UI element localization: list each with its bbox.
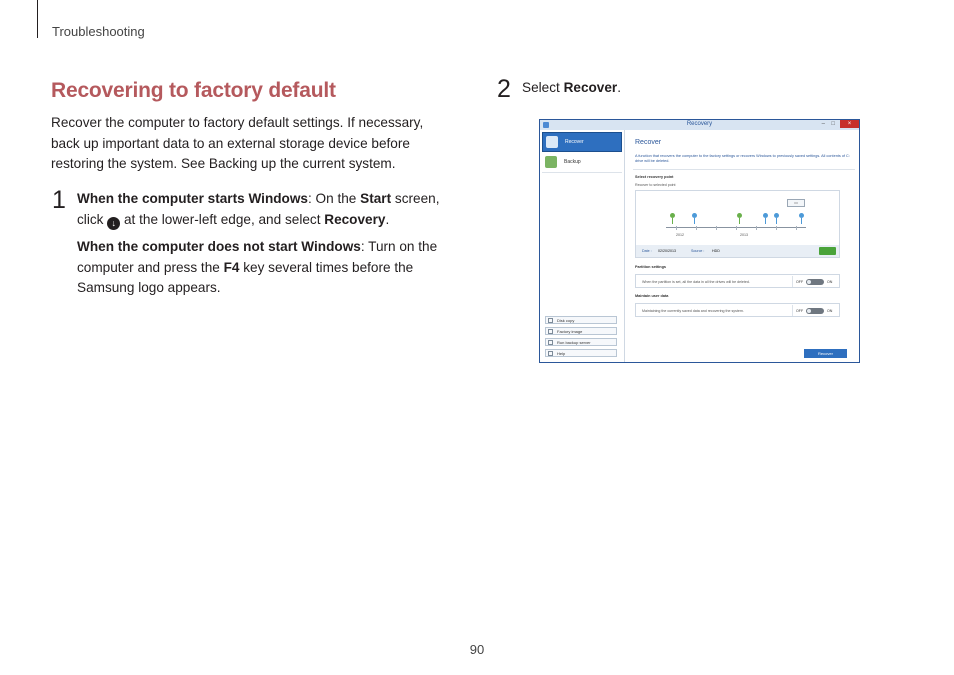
date-value: 02/20/2013 <box>658 249 676 253</box>
disk-copy-icon <box>548 318 553 323</box>
maintain-user-data-text: Maintaining the currently saved data and recovering the system. <box>642 309 744 313</box>
timeline-tick <box>676 226 677 230</box>
restore-point-pin[interactable] <box>692 213 697 218</box>
step-1-number: 1 <box>52 186 66 214</box>
nav-recover-label: Recover <box>565 139 584 145</box>
nav-item-recover[interactable] <box>542 132 622 152</box>
step-1-a-bold: When the computer starts Windows <box>77 191 308 206</box>
recovery-word: Recovery <box>324 211 386 227</box>
restore-point-pin[interactable] <box>670 213 675 218</box>
timeline-tick <box>756 226 757 230</box>
help-label: Help <box>557 351 566 356</box>
partition-settings-row <box>635 274 840 288</box>
intro-paragraph: Recover the computer to factory default settings. If necessary, back up important data to an external storage device before restoring the system. See Backing up the current system. <box>51 115 424 171</box>
start-word: Start <box>360 191 392 206</box>
down-arrow-icon: ↓ <box>107 217 120 230</box>
partition-settings-text: When the partition is set, all the data in all the drives will be deleted. <box>642 280 750 284</box>
off-label: OFF <box>796 309 804 313</box>
recover-icon <box>546 136 558 148</box>
header-rule <box>37 0 38 38</box>
maximize-icon[interactable]: □ <box>831 121 835 127</box>
timeline-tick <box>736 226 737 230</box>
select-point-sub: Recover to selected point <box>635 183 676 187</box>
step-1-a-end: . <box>385 211 390 227</box>
maintain-user-data-row <box>635 303 840 317</box>
minimize-icon[interactable]: – <box>821 121 825 127</box>
on-label: ON <box>827 309 833 313</box>
main-description: A function that recovers the computer to the factory settings or recovers Windows to previously saved settings. All contents of C: drive will be deleted. <box>635 154 850 163</box>
window-title: Recovery <box>686 121 713 127</box>
close-icon[interactable]: × <box>840 120 859 128</box>
restore-point-pin[interactable] <box>799 213 804 218</box>
recovery-window-screenshot <box>539 119 860 363</box>
drive-icon <box>819 247 836 255</box>
restore-point-pin[interactable] <box>737 213 742 218</box>
timeline-tick <box>716 226 717 230</box>
maintain-data-toggle[interactable] <box>806 308 824 314</box>
run-backup-server-button[interactable] <box>545 338 617 346</box>
date-label: Date : <box>642 249 652 253</box>
nav-backup-label: Backup <box>564 159 581 165</box>
backup-icon <box>545 156 557 168</box>
help-button[interactable] <box>545 349 617 357</box>
disk-copy-button[interactable] <box>545 316 617 324</box>
partition-toggle[interactable] <box>806 279 824 285</box>
step-1-b-text1: : Turn on the computer and press the <box>77 239 438 275</box>
calendar-icon[interactable]: ▭ <box>787 199 805 207</box>
step-1-text-a <box>77 189 442 230</box>
recover-button[interactable]: Recover <box>804 349 847 358</box>
year-label: 2013 <box>740 233 748 237</box>
step-2-text-lead: Select <box>522 80 564 95</box>
step-1-a-text2: screen, click <box>77 191 440 227</box>
step-1-b-text2: key several times before the Samsung logo appears. <box>77 259 414 295</box>
on-label: ON <box>827 280 833 284</box>
source-value: HDD <box>712 249 720 253</box>
divider <box>792 276 793 287</box>
page-number: 90 <box>469 642 485 657</box>
select-point-label: Select recovery point <box>635 175 674 179</box>
divider <box>633 169 855 170</box>
factory-image-button[interactable] <box>545 327 617 335</box>
nav-item-backup[interactable] <box>542 154 622 173</box>
maintain-user-data-label: Maintain user data <box>635 294 669 298</box>
step-1-text-b <box>77 237 442 299</box>
selected-point-bar <box>636 245 839 257</box>
run-backup-server-label: Run backup server <box>557 340 591 345</box>
partition-settings-label: Partition settings <box>635 265 667 269</box>
source-label: Source : <box>691 249 705 253</box>
step-1-a-text3: at the lower-left edge, and select <box>120 211 325 227</box>
recover-word: Recover <box>563 80 618 95</box>
year-label: 2012 <box>676 233 684 237</box>
sidebar <box>540 130 625 362</box>
step-1-a-text1: : On the <box>308 191 361 206</box>
timeline-tick <box>696 226 697 230</box>
main-panel <box>625 130 859 362</box>
recovery-timeline[interactable] <box>635 190 840 258</box>
window-titlebar <box>540 120 859 130</box>
timeline-tick <box>776 226 777 230</box>
off-label: OFF <box>796 280 804 284</box>
step-2-text <box>522 78 621 99</box>
timeline-tick <box>796 226 797 230</box>
step-2-number: 2 <box>497 75 511 103</box>
backup-server-icon <box>548 340 553 345</box>
restore-point-pin[interactable] <box>774 213 779 218</box>
f4-key: F4 <box>223 259 240 275</box>
restore-point-pin[interactable] <box>763 213 768 218</box>
main-heading: Recover <box>635 139 662 146</box>
divider <box>792 305 793 316</box>
step-1-b-bold: When the computer does not start Windows <box>77 239 361 254</box>
help-icon <box>548 351 553 356</box>
section-header: Troubleshooting <box>52 24 145 39</box>
factory-image-label: Factory image <box>557 329 583 334</box>
page-title: Recovering to factory default <box>51 79 336 102</box>
factory-image-icon <box>548 329 553 334</box>
disk-copy-label: Disk copy <box>557 318 575 323</box>
step-2-end: . <box>617 80 621 95</box>
